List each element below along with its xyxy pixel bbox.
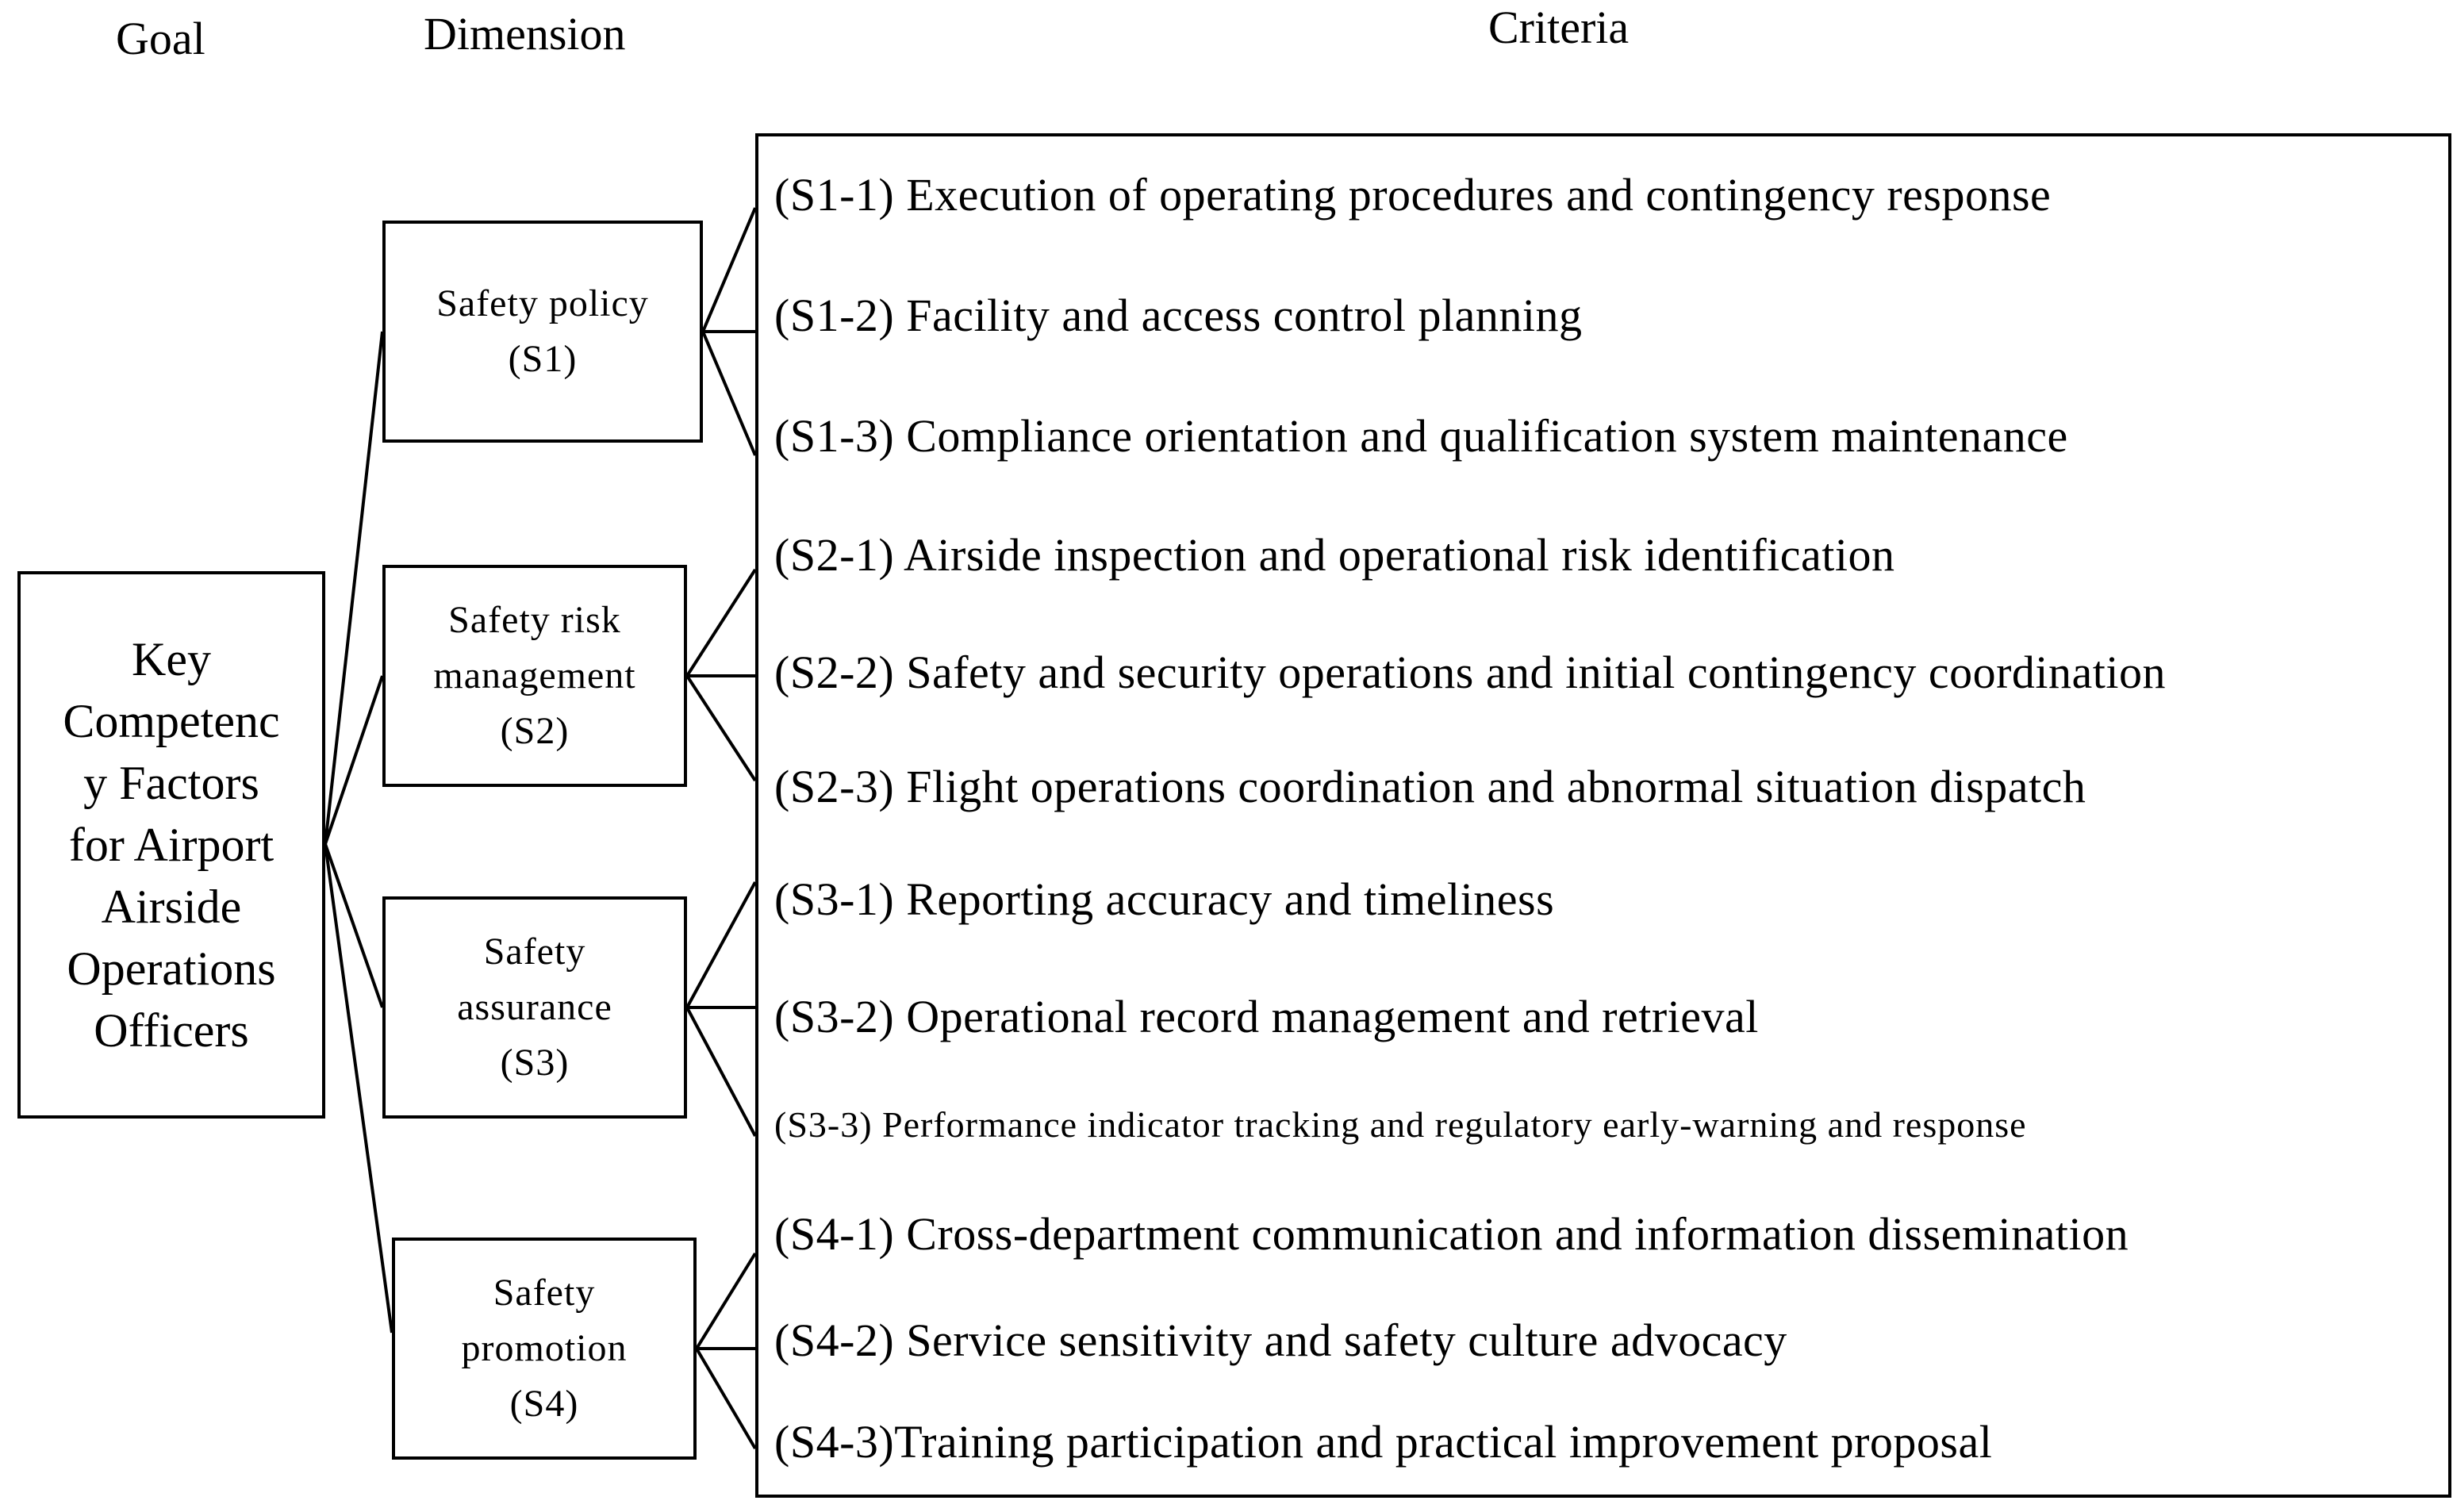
dimension-box-s4 [392,1238,697,1460]
goal-dimension-link [325,844,382,1007]
header-goal: Goal [116,13,205,64]
criteria-text: (S3-2) Operational record management and retrieval [774,991,1759,1042]
dimension-criteria-link [687,882,755,1007]
dimension-label: Safety [493,1272,596,1314]
goal-box [17,571,325,1119]
goal-line: for Airport [68,819,274,871]
dimension-box-s3 [382,896,687,1119]
dimension-criteria-link [697,1253,755,1349]
dimension-label: management [433,654,636,697]
goal-line: Competenc [63,695,280,747]
dimension-criteria-link [687,676,755,781]
goal-dimension-link [325,332,382,844]
dimension-label: promotion [461,1327,628,1369]
criteria-text: (S2-1) Airside inspection and operational risk identification [774,529,1895,581]
dimension-box-s1 [382,221,703,443]
dimension-label: assurance [457,986,612,1028]
dimension-criteria-link [697,1349,755,1449]
goal-line: Operations [67,942,276,995]
dimension-code: (S2) [500,710,570,752]
dimension-label: Safety risk [448,599,621,641]
criteria-text: (S4-3)Training participation and practical improvement proposal [774,1416,1993,1468]
goal-line: Airside [101,881,242,933]
dimension-code: (S3) [500,1042,570,1084]
goal-line: Officers [94,1004,249,1057]
criteria-text: (S1-1) Execution of operating procedures and contingency response [774,169,2052,221]
criteria-text: (S4-1) Cross-department communication and information dissemination [774,1208,2129,1260]
dimension-criteria-link [703,332,755,455]
criteria-text: (S2-3) Flight operations coordination and abnormal situation dispatch [774,761,2086,812]
dimension-box-s2 [382,565,687,787]
criteria-text: (S3-3) Performance indicator tracking and regulatory early-warning and response [774,1104,2027,1145]
dimension-criteria-link [687,570,755,676]
criteria-text: (S1-3) Compliance orientation and qualification system maintenance [774,410,2068,462]
dimension-criteria-link [703,208,755,332]
dimension-code: (S1) [508,338,578,380]
dimension-label: Safety policy [436,282,649,324]
header-dimension: Dimension [424,8,626,59]
criteria-text: (S3-1) Reporting accuracy and timeliness [774,873,1555,925]
goal-line: y Factors [83,757,259,809]
criteria-text: (S2-2) Safety and security operations and initial contingency coordination [774,647,2166,698]
dimension-label: Safety [483,931,586,973]
dimension-code: (S4) [509,1383,579,1425]
goal-line: Key [132,633,211,685]
header-criteria: Criteria [1488,2,1630,53]
criteria-text: (S1-2) Facility and access control planning [774,290,1583,341]
criteria-text: (S4-2) Service sensitivity and safety culture advocacy [774,1314,1787,1366]
goal-text [63,628,279,1061]
dimension-criteria-link [687,1007,755,1136]
